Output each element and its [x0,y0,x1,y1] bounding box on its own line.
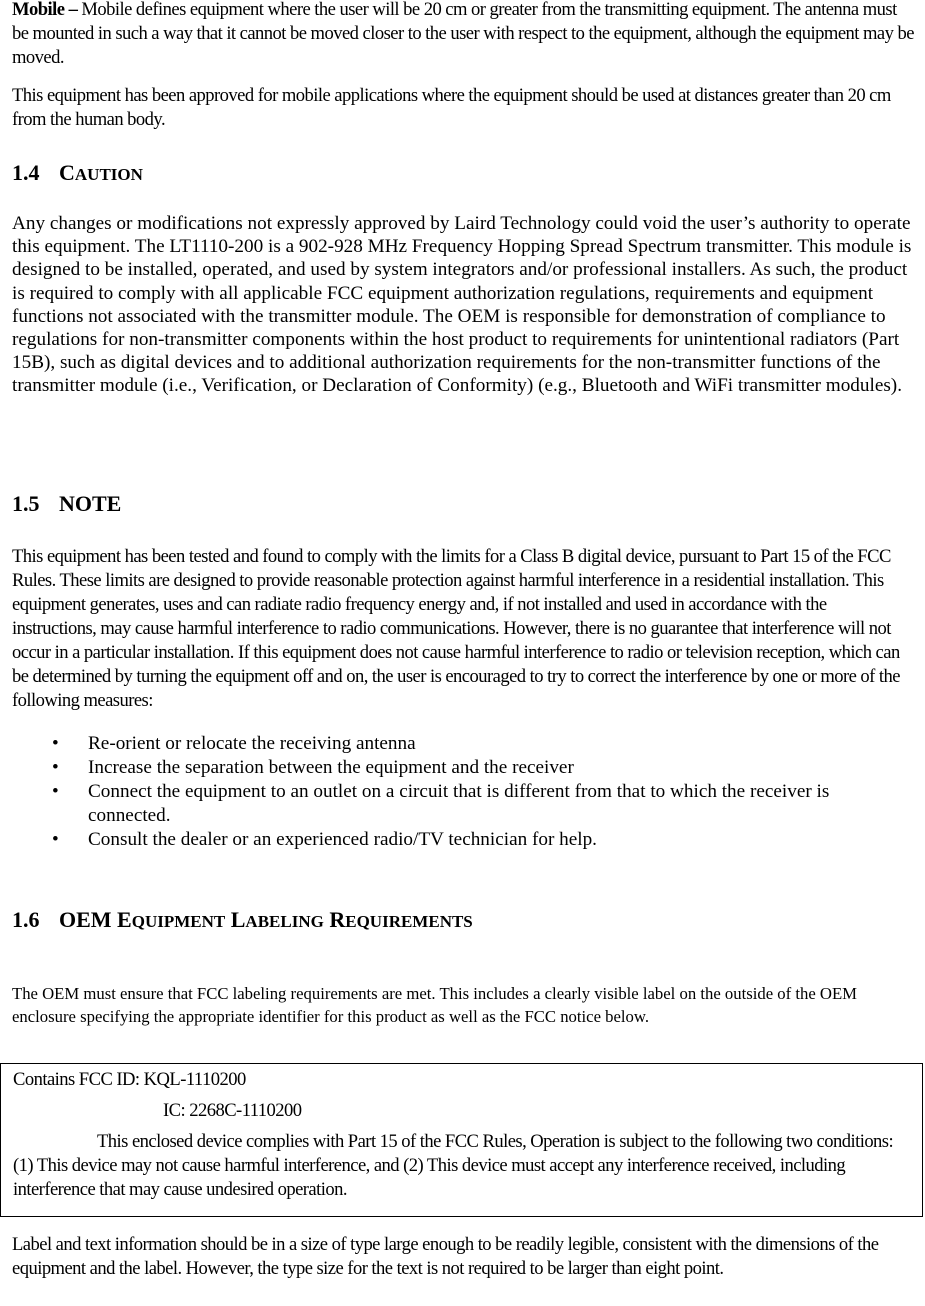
fcc-id-line: Contains FCC ID: KQL-1110200 [13,1069,246,1090]
bullet-icon: • [52,829,59,850]
caution-body: Any changes or modifications not expressly approved by Laird Technology could void the user’s authority to operate this equipment. The LT1110-200 is a 902-928 MHz Frequency Hopping Spread Spectrum transmitter. This module is designed to be installed, operated, and used by system integrators and/or professional installers. As such, the product is required to comply with all applicable FCC equipment authorization regulations, requirements and equipment functions not associated with the transmitter module. The OEM is responsible for demonstration of compliance to regulations for non-transmitter components within the host product to requirements for unintentional radiators (Part 15B), such as digital devices and to additional authorization requirements for the non-transmitter functions of the transmitter module (i.e., Verification, or Declaration of Conformity) (e.g., Bluetooth and WiFi transmitter modules). [12,213,912,397]
ic-line: IC: 2268C-1110200 [163,1100,302,1121]
labeling-title: OEM EQUIPMENT LABELING REQUIREMENTS [59,907,473,932]
caution-number: 1.4 [12,160,40,185]
footer-text: Label and text information should be in a size of type large enough to be readily legible, consistent with the dimensions of the equipment and the label. However, the type size for the text is not required to be larger than eight point. [12,1234,879,1279]
fcc-label-content [13,1068,913,1202]
labeling-heading [12,907,473,933]
note-title: NOTE [59,491,122,516]
labeling-body: The OEM must ensure that FCC labeling requirements are met. This includes a clearly visible label on the outside of the OEM enclosure specifying the appropriate identifier for this product as well as the FCC notice below. [12,984,857,1026]
note-body: This equipment has been tested and found to comply with the limits for a Class B digital device, pursuant to Part 15 of the FCC Rules. These limits are designed to provide reasonable protection against harmful interference in a residential installation. This equipment generates, uses and can radiate radio frequency energy and, if not installed and used in accordance with the instructions, may cause harmful interference to radio communications. However, there is no guarantee that interference will not occur in a particular installation. If this equipment does not cause harmful interference to radio or television reception, which can be determined by turning the equipment off and on, the user is encouraged to try to correct the interference by one or more of the following measures: [12,546,900,711]
caution-title: CAUTION [59,160,143,185]
note-number: 1.5 [12,491,40,516]
fcc-label-box [0,1063,923,1217]
bullet-icon: • [52,733,59,754]
mobile-text: Mobile defines equipment where the user will be 20 cm or greater from the transmitting equipment. The antenna must be mounted in such a way that it cannot be moved closer to the user with respect to the equipment, although the equipment may be moved. [12,0,914,68]
fcc-notice: This enclosed device complies with Part 15 of the FCC Rules, Operation is subject to the following two conditions: (1) This device may not cause harmful interference, and (2) This device must accept any interference received, including interference that may cause undesired operation. [13,1131,894,1200]
mobile-term: Mobile – [12,0,82,20]
caution-heading [12,160,143,186]
bullet-icon: • [52,757,59,778]
labeling-number: 1.6 [12,907,40,932]
mobile-approval: This equipment has been approved for mobile applications where the equipment should be used at distances greater than 20 cm from the human body. [12,85,891,130]
list-item: • Connect the equipment to an outlet on a circuit that is different from that to which the receiver is connected. [52,781,830,826]
note-heading [12,491,121,517]
list-item: • Consult the dealer or an experienced radio/TV technician for help. [52,829,597,850]
list-item: • Increase the separation between the equipment and the receiver [52,757,574,778]
list-item: • Re-orient or relocate the receiving antenna [52,733,416,754]
bullet-icon: • [52,781,59,802]
mobile-definition [12,0,914,70]
note-bullet-list [12,732,914,852]
